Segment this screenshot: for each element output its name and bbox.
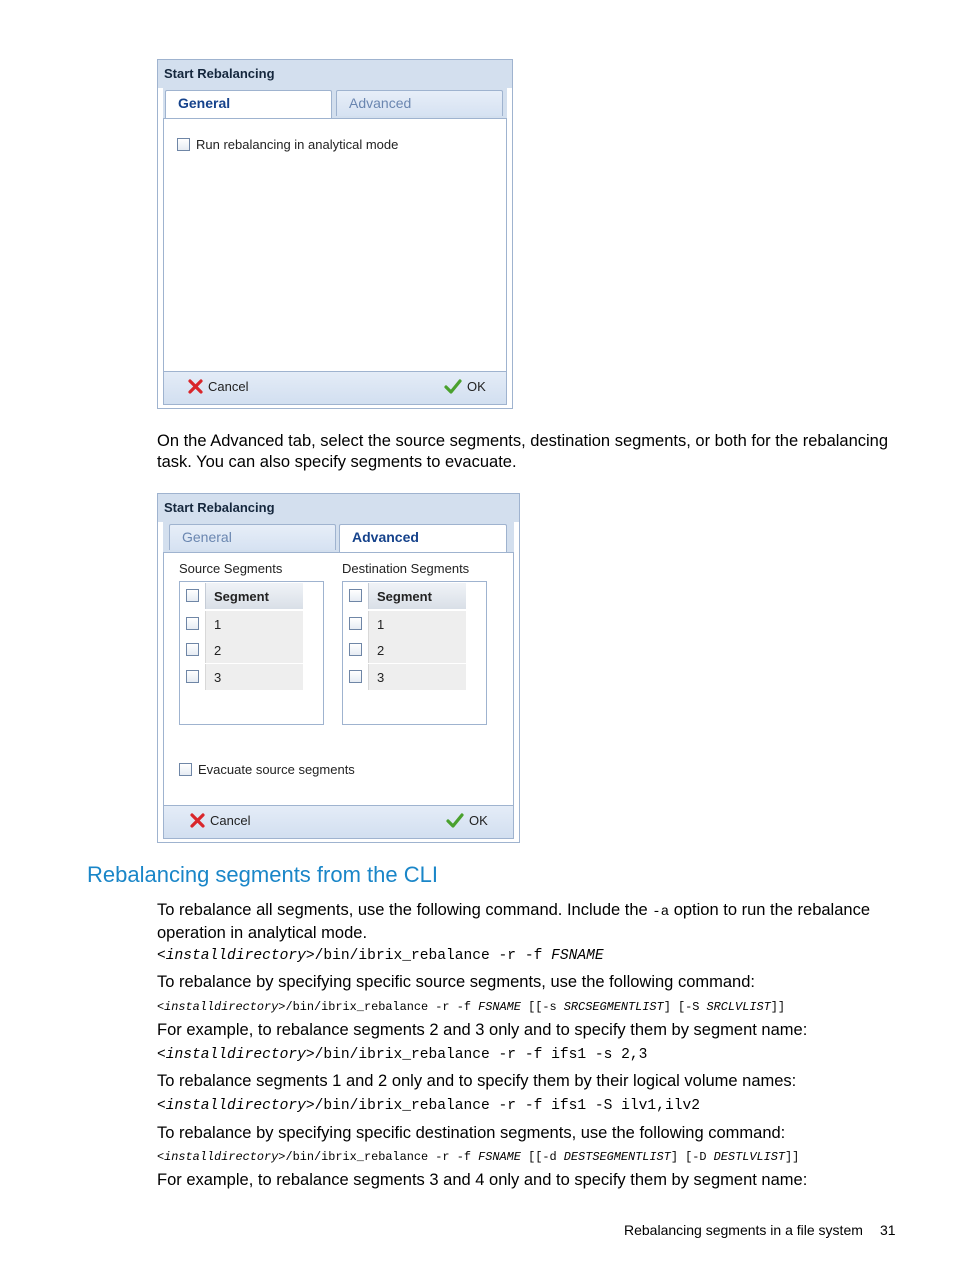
option-flag: -a bbox=[652, 904, 670, 920]
checkmark-icon bbox=[444, 379, 462, 394]
ok-label: OK bbox=[469, 813, 488, 828]
advanced-tab-paragraph bbox=[157, 431, 888, 473]
tab-general[interactable]: General bbox=[169, 524, 336, 550]
cancel-label: Cancel bbox=[210, 813, 251, 828]
dialog-advanced-tab bbox=[157, 493, 520, 843]
dialog-title: Start Rebalancing bbox=[158, 494, 519, 522]
row-checkbox[interactable] bbox=[349, 643, 362, 656]
paragraph-line: On the Advanced tab, select the source segments, destination segments, or both for the rebalancing bbox=[157, 432, 889, 450]
code-text: /bin/ibrix_rebalance -r -f ifs1 -S ilv1,ilv2 bbox=[314, 1098, 700, 1114]
evacuate-option[interactable] bbox=[179, 762, 355, 777]
code-text: /bin/ibrix_rebalance -r -f bbox=[314, 948, 552, 964]
dialog-general-tab bbox=[157, 59, 513, 409]
ok-label: OK bbox=[467, 379, 486, 394]
code-text: [[-d bbox=[520, 1150, 564, 1164]
cancel-button[interactable] bbox=[188, 379, 248, 394]
code-line-1 bbox=[157, 948, 604, 964]
tab-strip bbox=[163, 522, 514, 553]
row-checkbox[interactable] bbox=[186, 670, 199, 683]
table-row[interactable] bbox=[344, 664, 466, 690]
dialog-title: Start Rebalancing bbox=[158, 60, 512, 88]
row-checkbox[interactable] bbox=[349, 617, 362, 630]
tab-strip bbox=[163, 88, 507, 119]
code-text: ]] bbox=[770, 1000, 786, 1014]
code-italic: DESTLVLIST bbox=[713, 1150, 786, 1164]
code-italic: <installdirectory> bbox=[157, 1047, 315, 1063]
code-italic: SRCLVLIST bbox=[706, 1000, 771, 1014]
destination-segments-grid bbox=[342, 581, 487, 725]
code-line-5 bbox=[157, 1150, 799, 1164]
paragraph-example-destination: For example, to rebalance segments 3 and 4 only and to specify them by segment name: bbox=[157, 1171, 808, 1189]
code-text: [[-s bbox=[520, 1000, 564, 1014]
row-checkbox[interactable] bbox=[186, 643, 199, 656]
destination-segments-label: Destination Segments bbox=[342, 561, 470, 576]
page-number: 31 bbox=[880, 1222, 896, 1238]
paragraph-logical-volume: To rebalance segments 1 and 2 only and to specify them by their logical volume names: bbox=[157, 1072, 797, 1090]
table-row[interactable] bbox=[344, 611, 466, 637]
code-text: ]] bbox=[785, 1150, 800, 1164]
code-line-3 bbox=[157, 1047, 647, 1063]
analytical-mode-option[interactable] bbox=[177, 137, 398, 152]
dialog-body bbox=[163, 119, 507, 371]
row-checkbox[interactable] bbox=[186, 617, 199, 630]
analytical-mode-label: Run rebalancing in analytical mode bbox=[196, 137, 399, 152]
segment-cell: 2 bbox=[368, 637, 466, 663]
paragraph-line: task. You can also specify segments to evacuate. bbox=[157, 453, 517, 471]
tab-advanced[interactable]: Advanced bbox=[339, 524, 507, 552]
grid-header-segment[interactable]: Segment bbox=[368, 583, 466, 609]
dialog-footer bbox=[163, 371, 507, 405]
segment-cell: 1 bbox=[368, 611, 466, 637]
code-italic: SRCSEGMENTLIST bbox=[563, 1000, 664, 1014]
ok-button[interactable] bbox=[446, 813, 488, 828]
cancel-button[interactable] bbox=[190, 813, 250, 828]
table-row[interactable] bbox=[181, 637, 303, 663]
code-text: /bin/ibrix_rebalance -r -f bbox=[285, 1150, 479, 1164]
checkmark-icon bbox=[446, 813, 464, 828]
paragraph-all-segments bbox=[157, 900, 870, 944]
tab-advanced[interactable]: Advanced bbox=[336, 90, 503, 116]
analytical-mode-checkbox[interactable] bbox=[177, 138, 190, 151]
row-checkbox[interactable] bbox=[349, 670, 362, 683]
paragraph-destination-segments: To rebalance by specifying specific destination segments, use the following command: bbox=[157, 1124, 786, 1142]
code-italic: <installdirectory> bbox=[157, 1150, 286, 1164]
grid-header-row bbox=[181, 583, 303, 609]
tab-general[interactable]: General bbox=[165, 90, 332, 118]
ok-button[interactable] bbox=[444, 379, 486, 394]
code-text: ] [-D bbox=[670, 1150, 714, 1164]
code-italic: <installdirectory> bbox=[157, 1000, 286, 1014]
code-italic: FSNAME bbox=[551, 948, 604, 964]
code-line-2 bbox=[157, 1000, 785, 1014]
table-row[interactable] bbox=[344, 637, 466, 663]
evacuate-label: Evacuate source segments bbox=[198, 762, 355, 777]
cancel-x-icon bbox=[190, 813, 205, 828]
code-italic: FSNAME bbox=[478, 1150, 521, 1164]
cancel-x-icon bbox=[188, 379, 203, 394]
evacuate-checkbox[interactable] bbox=[179, 763, 192, 776]
grid-header-row bbox=[344, 583, 466, 609]
code-text: ] [-S bbox=[663, 1000, 707, 1014]
code-italic: <installdirectory> bbox=[157, 948, 315, 964]
source-segments-label: Source Segments bbox=[179, 561, 283, 576]
paragraph-example-segment-name: For example, to rebalance segments 2 and 3 only and to specify them by segment name: bbox=[157, 1021, 808, 1039]
text-run: option to run the rebalance bbox=[669, 901, 871, 919]
cancel-label: Cancel bbox=[208, 379, 249, 394]
code-italic: <installdirectory> bbox=[157, 1098, 315, 1114]
page-footer-title: Rebalancing segments in a file system bbox=[624, 1222, 863, 1238]
text-run: To rebalance all segments, use the following command. Include the bbox=[157, 901, 653, 919]
section-heading: Rebalancing segments from the CLI bbox=[87, 862, 438, 887]
paragraph-line bbox=[157, 900, 870, 923]
select-all-checkbox[interactable] bbox=[186, 589, 199, 602]
table-row[interactable] bbox=[181, 611, 303, 637]
table-row[interactable] bbox=[181, 664, 303, 690]
dialog-footer bbox=[163, 805, 514, 839]
code-italic: DESTSEGMENTLIST bbox=[563, 1150, 671, 1164]
grid-header-segment[interactable]: Segment bbox=[205, 583, 303, 609]
dialog-body bbox=[163, 553, 514, 805]
code-text: /bin/ibrix_rebalance -r -f ifs1 -s 2,3 bbox=[314, 1047, 648, 1063]
paragraph-line: operation in analytical mode. bbox=[157, 924, 368, 942]
select-all-checkbox[interactable] bbox=[349, 589, 362, 602]
code-italic: FSNAME bbox=[478, 1000, 521, 1014]
source-segments-grid bbox=[179, 581, 324, 725]
segment-cell: 1 bbox=[205, 611, 303, 637]
code-text: /bin/ibrix_rebalance -r -f bbox=[285, 1000, 479, 1014]
segment-cell: 3 bbox=[368, 664, 466, 690]
code-line-4 bbox=[157, 1098, 700, 1114]
paragraph-source-segments: To rebalance by specifying specific source segments, use the following command: bbox=[157, 973, 755, 991]
segment-cell: 2 bbox=[205, 637, 303, 663]
segment-cell: 3 bbox=[205, 664, 303, 690]
